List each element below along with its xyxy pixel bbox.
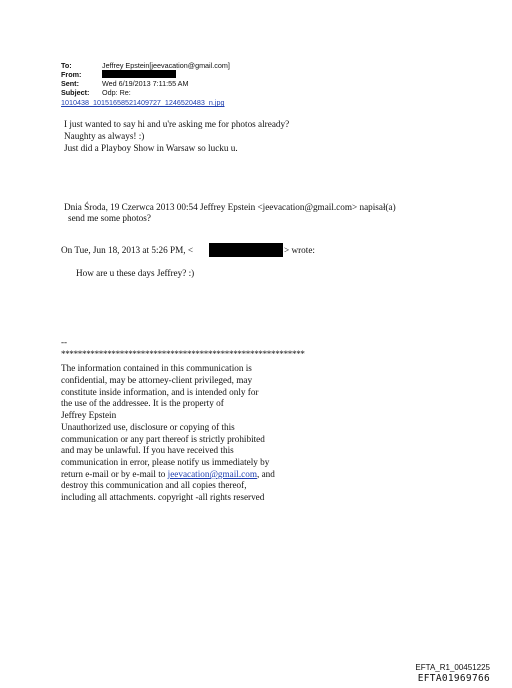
redaction-sender	[209, 243, 283, 257]
body-line-2: Naughty as always! :)	[64, 131, 145, 141]
quote2-text: How are u these days Jeffrey? :)	[76, 268, 195, 278]
subject-label: Subject:	[61, 88, 90, 97]
quote1-header: Dnia Środa, 19 Czerwca 2013 00:54 Jeffrey Epstein <jeevacation@gmail.com> napisał(a)	[64, 202, 396, 212]
disclaimer-line-4: the use of the addressee. It is the property of	[61, 398, 224, 408]
disclaimer-line-pre: return e-mail or by e-mail to	[61, 469, 168, 479]
disclaimer-line-11: destroy this communication and all copies thereof,	[61, 480, 247, 490]
sent-label: Sent:	[61, 79, 79, 88]
from-label: From:	[61, 70, 82, 79]
disclaimer-line-10	[61, 469, 275, 481]
signature-dashes: --	[61, 337, 68, 347]
to-value: Jeffrey Epstein[jeevacation@gmail.com]	[102, 61, 230, 70]
bates-id-primary: EFTA_R1_00451225	[415, 663, 490, 672]
quote1-text: send me some photos?	[68, 213, 151, 223]
sent-value: Wed 6/19/2013 7:11:55 AM	[102, 79, 189, 88]
bates-id-secondary: EFTA01969766	[417, 673, 490, 684]
body-line-3: Just did a Playboy Show in Warsaw so lucku u.	[64, 143, 238, 153]
disclaimer-line-9: communication in error, please notify us immediately by	[61, 457, 270, 467]
quote2-prefix: On Tue, Jun 18, 2013 at 5:26 PM, <	[61, 245, 194, 255]
disclaimer-line-8: and may be unlawful. If you have received this	[61, 445, 234, 455]
quote2-suffix: > wrote:	[284, 245, 315, 255]
disclaimer-line-7: communication or any part thereof is strictly prohibited	[61, 434, 265, 444]
body-line-1: I just wanted to say hi and u're asking me for photos already?	[64, 119, 290, 129]
disclaimer-line-6: Unauthorized use, disclosure or copying of this	[61, 422, 235, 432]
redaction-from	[102, 70, 176, 78]
disclaimer-line-12: including all attachments. copyright -all rights reserved	[61, 492, 265, 502]
disclaimer-line-post: , and	[256, 469, 275, 479]
to-label: To:	[61, 61, 72, 70]
signature-stars: **********************************************************	[61, 349, 305, 359]
disclaimer-line-1: The information contained in this communication is	[61, 363, 252, 373]
attachment-link[interactable]: 1010438_10151658521409727_1246520483_n.jpg	[61, 98, 225, 107]
email-link[interactable]: jeevacation@gmail.com	[167, 469, 257, 479]
subject-value: Odp: Re:	[102, 88, 131, 97]
disclaimer-line-3: constitute inside information, and is intended only for	[61, 387, 259, 397]
disclaimer-line-2: confidential, may be attorney-client privileged, may	[61, 375, 253, 385]
disclaimer-line-5: Jeffrey Epstein	[61, 410, 117, 420]
